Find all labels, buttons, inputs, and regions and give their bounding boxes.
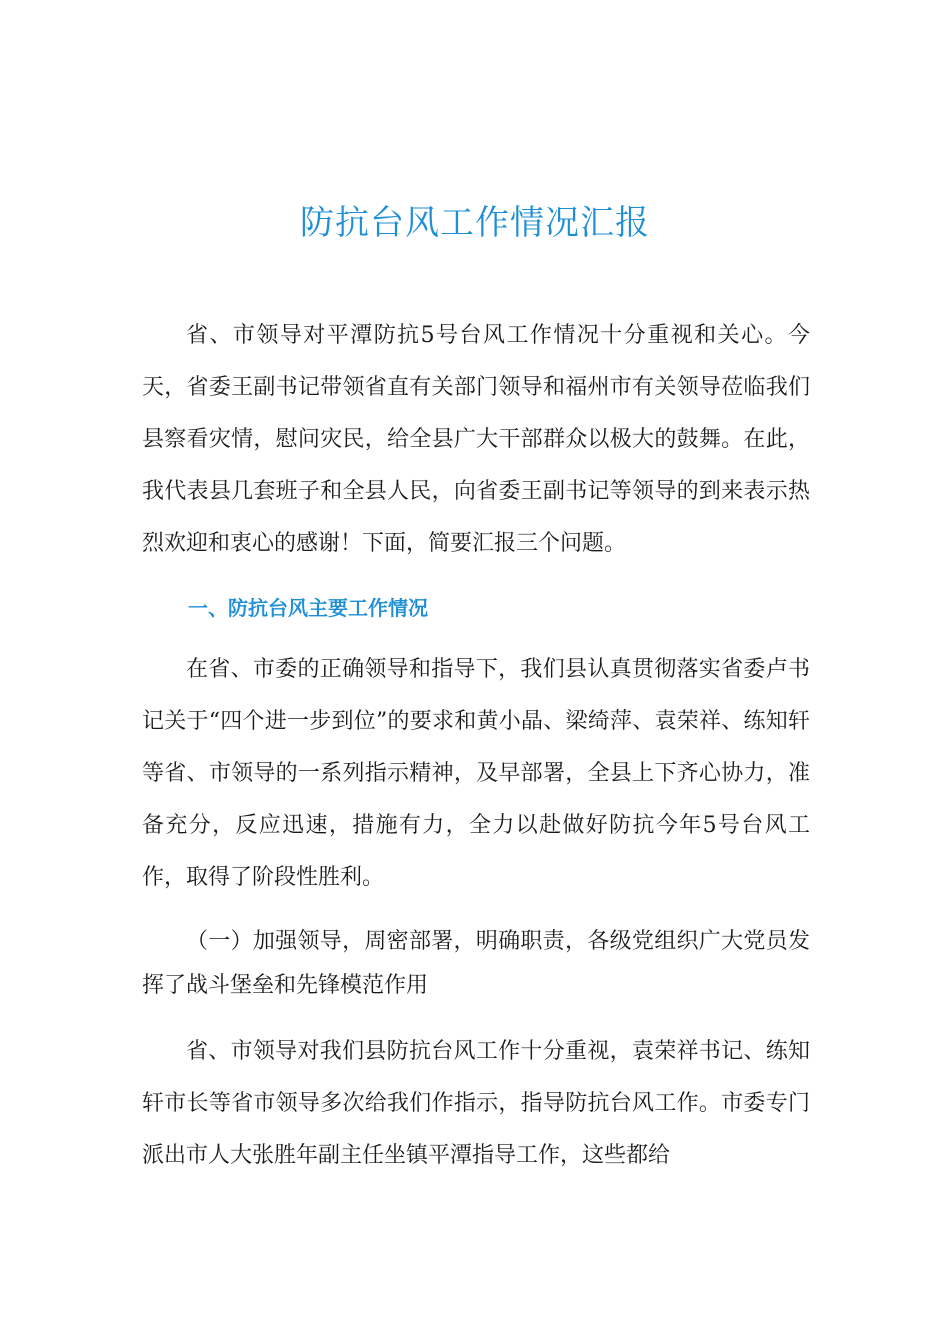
paragraph-subsection-1: 省、市领导对我们县防抗台风工作十分重视，袁荣祥书记、练知轩市长等省市领导多次给我们作指示，指导防抗台风工作。市委专门派出市人大张胜年副主任坐镇平潭指导工作，这些都给: [142, 1039, 810, 1168]
document-body: [142, 310, 810, 1198]
section-heading-1: 一、防抗台风主要工作情况: [188, 596, 428, 620]
paragraph-intro: 省、市领导对平潭防抗5号台风工作情况十分重视和关心。今天，省委王副书记带领省直有关部门领导和福州市有关领导莅临我们县察看灾情，慰问灾民，给全县广大干部群众以极大的鼓舞。在此，我代表县几套班子和全县人民，向省委王副书记等领导的到来表示热烈欢迎和衷心的感谢！下面，简要汇报三个问题。: [142, 323, 810, 556]
document-title: 防抗台风工作情况汇报: [300, 203, 650, 243]
subsection-heading-1: （一）加强领导，周密部署，明确职责，各级党组织广大党员发挥了战斗堡垒和先锋模范作用: [142, 929, 810, 998]
paragraph-section-1: 在省、市委的正确领导和指导下，我们县认真贯彻落实省委卢书记关于“四个进一步到位”的要求和黄小晶、梁绮萍、袁荣祥、练知轩等省、市领导的一系列指示精神，及早部署，全县上下齐心协力，准备充分，反应迅速，措施有力，全力以赴做好防抗今年5号台风工作，取得了阶段性胜利。: [142, 657, 810, 890]
